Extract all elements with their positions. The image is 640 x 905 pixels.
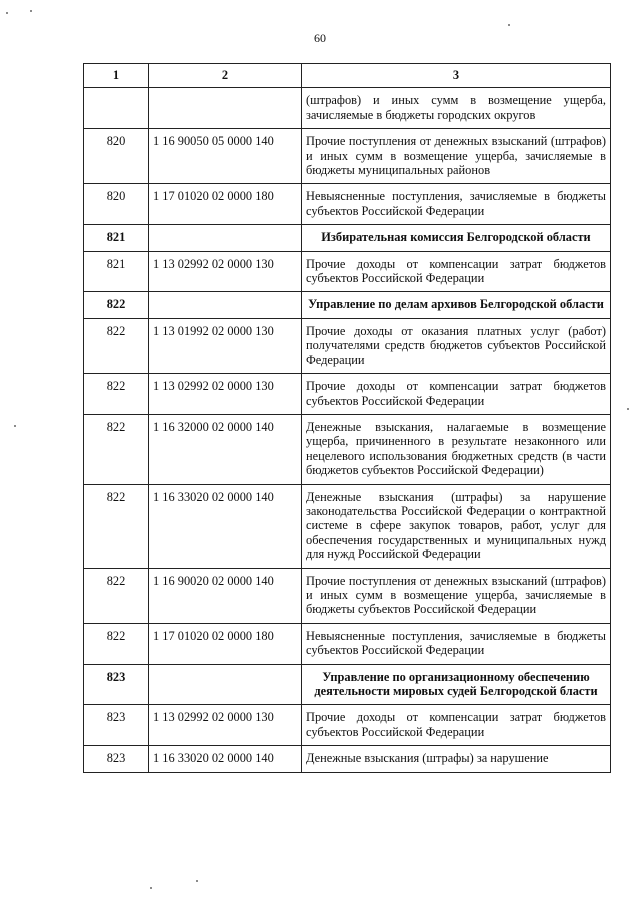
admin-code-cell: 822 [84, 318, 149, 373]
description-cell: Прочие поступления от денежных взысканий (штрафов) и иных сумм в возмещение ущерба, зачисляемые в бюджеты муниципальных районов [302, 129, 611, 184]
budget-code-cell [149, 664, 302, 705]
scan-speck [14, 425, 16, 427]
header-col-1: 1 [84, 64, 149, 88]
description-cell: (штрафов) и иных сумм в возмещение ущерба, зачисляемые в бюджеты городских округов [302, 88, 611, 129]
header-col-2: 2 [149, 64, 302, 88]
table-row [84, 623, 611, 664]
budget-code-cell: 1 13 02992 02 0000 130 [149, 374, 302, 415]
section-row [84, 664, 611, 705]
admin-code-cell: 822 [84, 374, 149, 415]
section-row [84, 225, 611, 251]
budget-code-cell: 1 16 90050 05 0000 140 [149, 129, 302, 184]
scan-speck [508, 24, 510, 26]
admin-code-cell: 822 [84, 623, 149, 664]
admin-code-cell: 823 [84, 664, 149, 705]
budget-code-cell [149, 292, 302, 318]
table-row [84, 88, 611, 129]
description-cell: Денежные взыскания, налагаемые в возмещение ущерба, причиненного в результате незаконного или нецелевого использования бюджетных средств (в части бюджетов субъектов Российской Федерации) [302, 414, 611, 484]
scan-speck [196, 880, 198, 882]
scan-speck [150, 887, 152, 889]
table-row [84, 374, 611, 415]
revenue-codes-table [83, 63, 611, 773]
budget-code-cell: 1 17 01020 02 0000 180 [149, 623, 302, 664]
table-row [84, 129, 611, 184]
budget-code-cell: 1 16 33020 02 0000 140 [149, 746, 302, 772]
budget-code-cell: 1 16 90020 02 0000 140 [149, 568, 302, 623]
description-cell: Прочие поступления от денежных взысканий (штрафов) и иных сумм в возмещение ущерба, зачисляемые в бюджеты субъектов Российской Федерации [302, 568, 611, 623]
section-title-cell: Управление по делам архивов Белгородской области [302, 292, 611, 318]
budget-code-cell: 1 16 33020 02 0000 140 [149, 484, 302, 568]
admin-code-cell: 820 [84, 184, 149, 225]
description-cell: Прочие доходы от компенсации затрат бюджетов субъектов Российской Федерации [302, 705, 611, 746]
section-row [84, 292, 611, 318]
admin-code-cell: 822 [84, 484, 149, 568]
table-row [84, 414, 611, 484]
description-cell: Прочие доходы от компенсации затрат бюджетов субъектов Российской Федерации [302, 251, 611, 292]
table-row [84, 251, 611, 292]
table-row [84, 746, 611, 772]
scan-speck [6, 12, 8, 14]
section-title-cell: Избирательная комиссия Белгородской области [302, 225, 611, 251]
table-row [84, 568, 611, 623]
budget-code-cell: 1 13 02992 02 0000 130 [149, 705, 302, 746]
description-cell: Прочие доходы от оказания платных услуг (работ) получателями средств бюджетов субъектов Российской Федерации [302, 318, 611, 373]
header-col-3: 3 [302, 64, 611, 88]
budget-code-cell: 1 13 02992 02 0000 130 [149, 251, 302, 292]
scan-speck [30, 10, 32, 12]
description-cell: Невыясненные поступления, зачисляемые в бюджеты субъектов Российской Федерации [302, 623, 611, 664]
admin-code-cell: 822 [84, 292, 149, 318]
description-cell: Денежные взыскания (штрафы) за нарушение законодательства Российской Федерации о контрактной системе в сфере закупок товаров, работ, услуг для обеспечения государственных и муниципальных нужд для нужд Российской Федерации [302, 484, 611, 568]
budget-code-cell: 1 13 01992 02 0000 130 [149, 318, 302, 373]
budget-code-cell [149, 88, 302, 129]
table-row [84, 318, 611, 373]
scan-speck [627, 408, 629, 410]
budget-code-cell: 1 16 32000 02 0000 140 [149, 414, 302, 484]
admin-code-cell: 822 [84, 414, 149, 484]
admin-code-cell: 821 [84, 225, 149, 251]
table-row [84, 705, 611, 746]
budget-code-cell [149, 225, 302, 251]
description-cell: Денежные взыскания (штрафы) за нарушение [302, 746, 611, 772]
admin-code-cell: 821 [84, 251, 149, 292]
admin-code-cell [84, 88, 149, 129]
table-header-row [84, 64, 611, 88]
admin-code-cell: 820 [84, 129, 149, 184]
section-title-cell: Управление по организационному обеспечению деятельности мировых судей Белгородской бласти [302, 664, 611, 705]
admin-code-cell: 823 [84, 746, 149, 772]
admin-code-cell: 822 [84, 568, 149, 623]
admin-code-cell: 823 [84, 705, 149, 746]
budget-code-cell: 1 17 01020 02 0000 180 [149, 184, 302, 225]
description-cell: Невыясненные поступления, зачисляемые в бюджеты субъектов Российской Федерации [302, 184, 611, 225]
table-row [84, 184, 611, 225]
page-number: 60 [314, 31, 326, 45]
description-cell: Прочие доходы от компенсации затрат бюджетов субъектов Российской Федерации [302, 374, 611, 415]
table-row [84, 484, 611, 568]
